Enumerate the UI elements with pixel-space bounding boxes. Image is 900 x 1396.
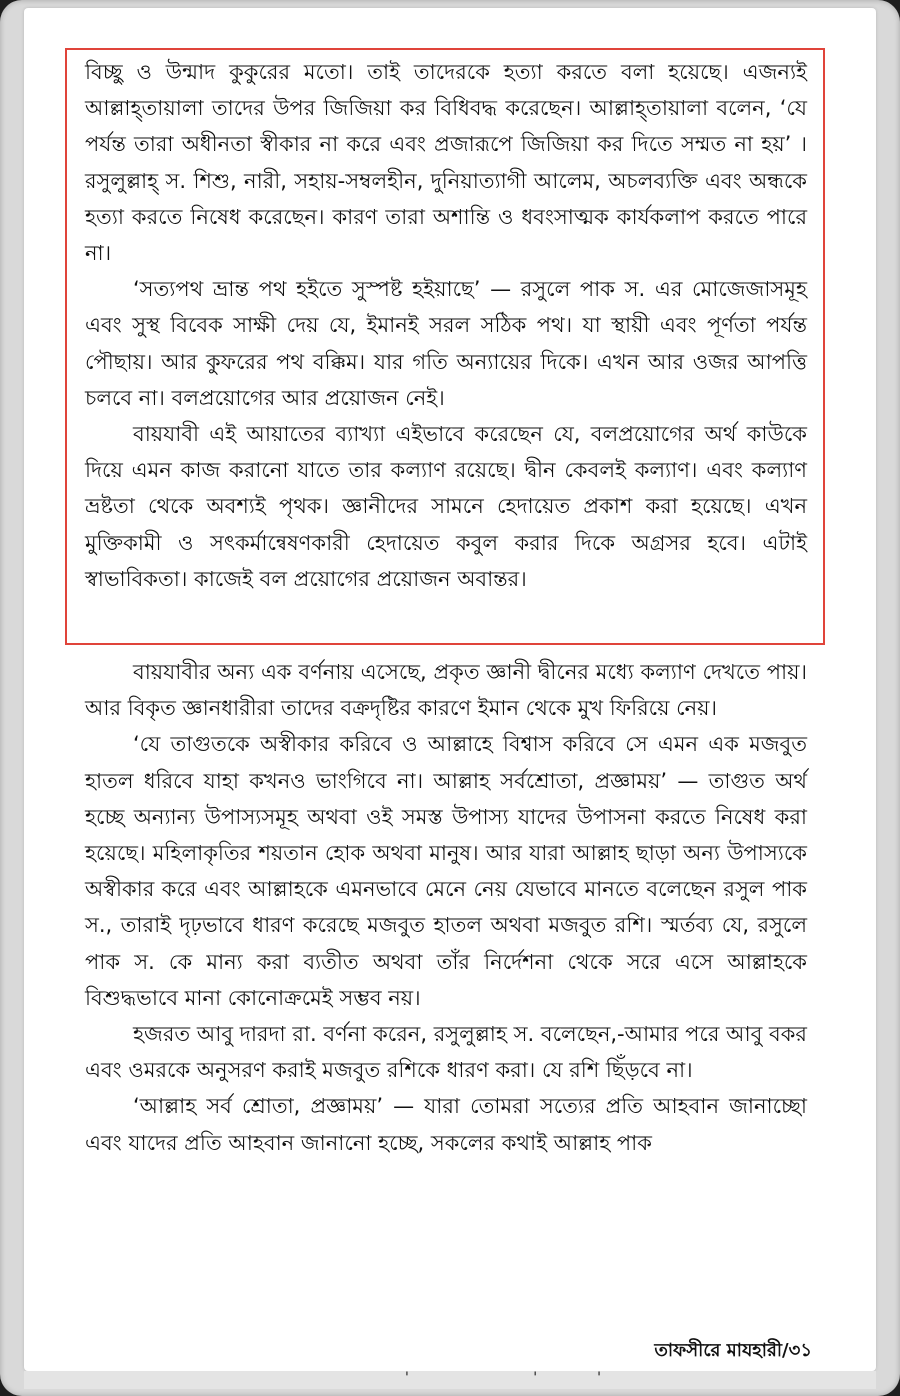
- paragraph-highlighted-1: বিচ্ছু ও উন্মাদ কুকুরের মতো। তাই তাদেরকে হত্যা করতে বলা হয়েছে। এজন্যই আল্লাহ্তায়ালা তাদের উপর জিজিয়া কর বিধিবদ্ধ করেছেন। আল্লাহ্তায়ালা বলেন, ‘যে পর্যন্ত তারা অধীনতা স্বীকার না করে এবং প্রজারূপে জিজিয়া কর দিতে সম্মত না হয়’ । রসুলুল্লাহ্ স. শিশু, নারী, সহায়-সম্বলহীন, দুনিয়াত্যাগী আলেম, অচলব্যক্তি এবং অন্ধকে হত্যা করতে নিষেধ করেছেন। কারণ তারা অশান্তি ও ধবংসাত্মক কার্যকলাপ করতে পারে না।: [85, 60, 807, 266]
- paragraph-highlighted-3: বায়যাবী এই আয়াতের ব্যাখ্যা এইভাবে করেছেন যে, বলপ্রয়োগের অর্থ কাউকে দিয়ে এমন কাজ করানো যাতে তার কল্যাণ রয়েছে। দ্বীন কেবলই কল্যাণ। এবং কল্যাণ ভ্রষ্টতা থেকে অবশ্যই পৃথক। জ্ঞানীদের সামনে হেদায়েত প্রকাশ করা হয়েছে। এখন মুক্তিকামী ও সৎকর্মান্বেষণকারী হেদায়েত কবুল করার দিকে অগ্রসর হবে। এটাই স্বাভাবিকতা। কাজেই বল প্রয়োগের প্রয়োজন অবান্তর।: [85, 422, 807, 591]
- paragraph-body-3: হজরত আবু দারদা রা. বর্ণনা করেন, রসুলুল্লাহ স. বলেছেন,-আমার পরে আবু বকর এবং ওমরকে অনুসরণ করাই মজবুত রশিকে ধারণ করা। যে রশি ছিঁড়বে না।: [85, 1022, 807, 1083]
- body-section: [85, 654, 807, 1161]
- paragraph-body-4: ‘আল্লাহ সর্ব শ্রোতা, প্রজ্ঞাময়’ — যারা তোমরা সত্যের প্রতি আহবান জানাচ্ছো এবং যাদের প্রতি আহবান জানানো হচ্ছে, সকলের কথাই আল্লাহ পাক: [85, 1094, 807, 1155]
- stray-print-marks: ' '': [405, 1370, 661, 1386]
- paragraph-highlighted-2: ‘সত্যপথ ভ্রান্ত পথ হইতে সুস্পষ্ট হইয়াছে’ — রসুলে পাক স. এর মোজেজাসমূহ এবং সুস্থ বিবেক সাক্ষী দেয় যে, ইমানই সরল সঠিক পথ। যা স্থায়ী এবং পূর্ণতা পর্যন্ত পৌছায়। আর কুফরের পথ বক্কিম। যার গতি অন্যায়ের দিকে। এখন আর ওজর আপত্তি চলবে না। বলপ্রয়োগের আর প্রয়োজন নেই।: [85, 277, 807, 410]
- paragraph-body-2: ‘যে তাগুতকে অস্বীকার করিবে ও আল্লাহে বিশ্বাস করিবে সে এমন এক মজবুত হাতল ধরিবে যাহা কখনও ভাংগিবে না। আল্লাহ সর্বশ্রোতা, প্রজ্ঞাময়’ — তাগুত অর্থ হচ্ছে অন্যান্য উপাস্যসমূহ অথবা ওই সমস্ত উপাস্য যাদের উপাসনা করতে নিষেধ করা হয়েছে। মহিলাকৃতির শয়তান হোক অথবা মানুষ। আর যারা আল্লাহ ছাড়া অন্য উপাস্যকে অস্বীকার করে এবং আল্লাহকে এমনভাবে মেনে নেয় যেভাবে মানতে বলেছেন রসুল পাক স., তারাই দৃঢ়ভাবে ধারণ করেছে মজবুত হাতল অথবা মজবুত রশি। স্মর্তব্য যে, রসুলে পাক স. কে মান্য করা ব্যতীত অথবা তাঁর নির্দেশনা থেকে সরে এসে আল্লাহকে বিশুদ্ধভাবে মানা কোনোক্রমেই সম্ভব নয়।: [85, 732, 807, 1010]
- page-running-title: তাফসীরে মাযহারী/৩১: [654, 1340, 812, 1361]
- paragraph-body-1: বায়যাবীর অন্য এক বর্ণনায় এসেছে, প্রকৃত জ্ঞানী দ্বীনের মধ্যে কল্যাণ দেখতে পায়। আর বিকৃত জ্ঞানধারীরা তাদের বক্রদৃষ্টির কারণে ইমান থেকে মুখ ফিরিয়ে নেয়।: [85, 660, 807, 721]
- highlighted-section: [85, 54, 807, 597]
